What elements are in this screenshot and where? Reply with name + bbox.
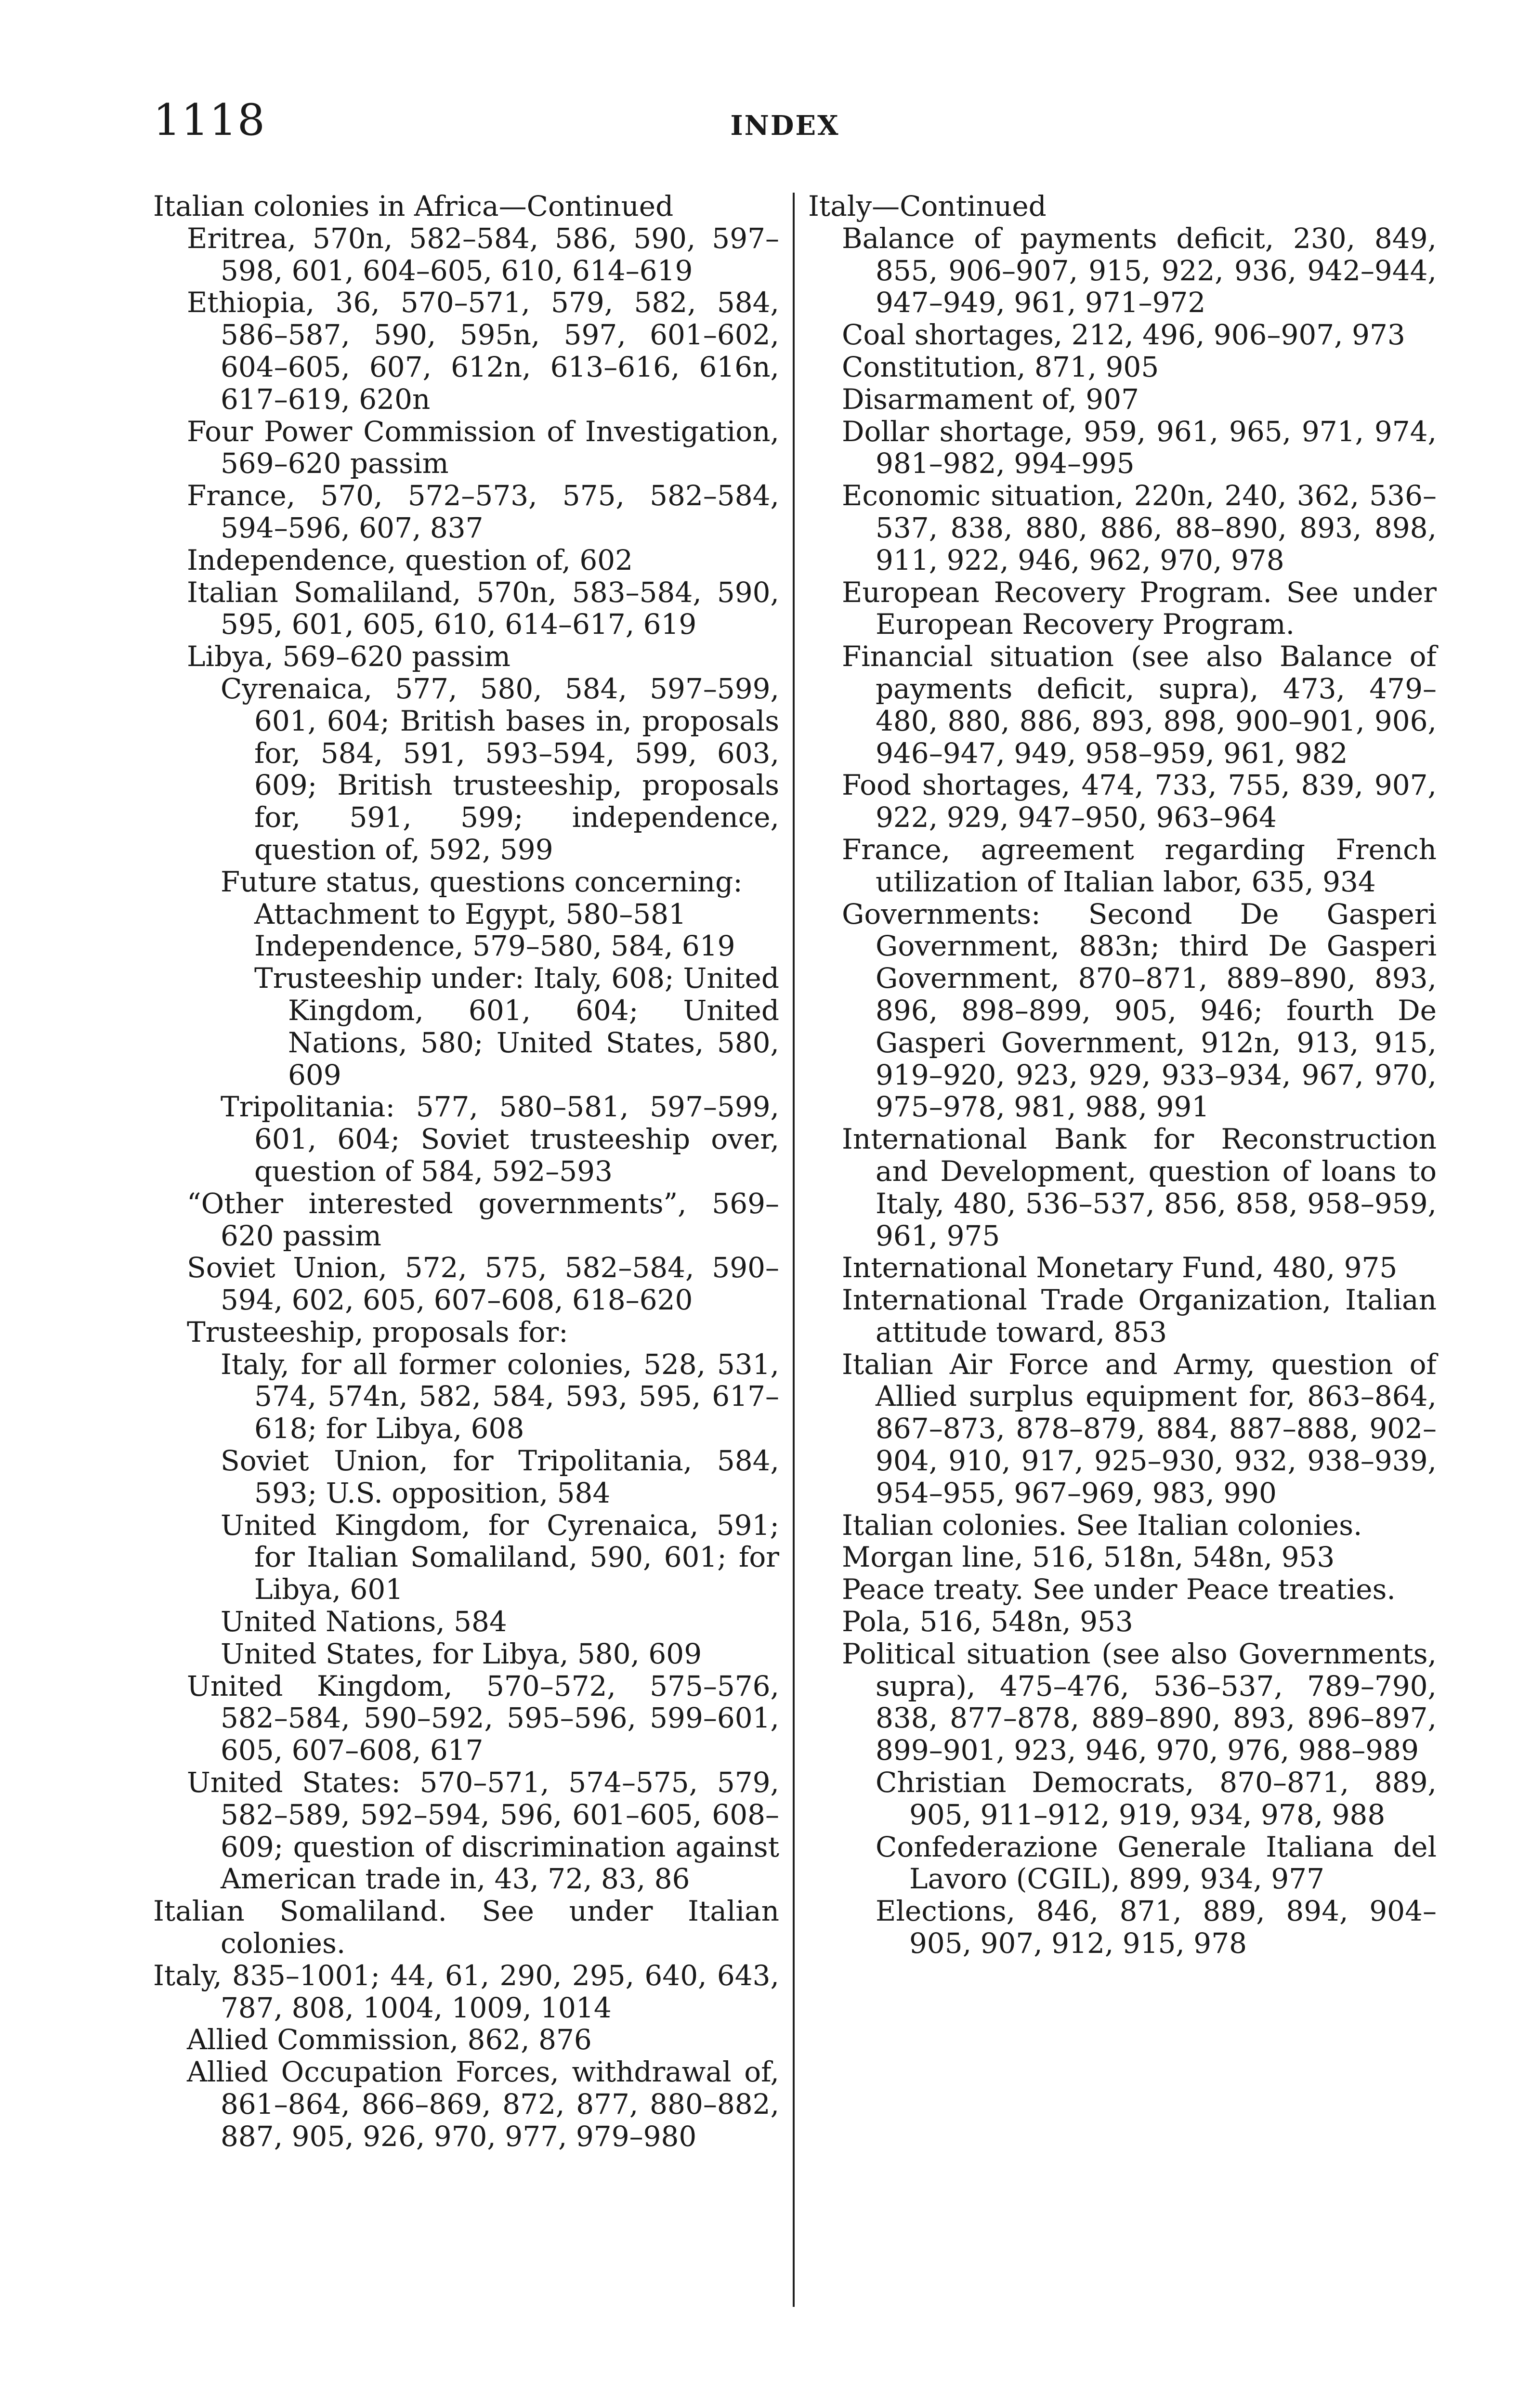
right-column bbox=[808, 190, 1437, 1960]
index-entry: Constitution, 871, 905 bbox=[842, 350, 1159, 383]
index-entry: European Recovery Program. See under European Recovery Program. bbox=[842, 576, 1437, 641]
index-entry: Eritrea, 570n, 582–584, 586, 590, 597–598, 601, 604–605, 610, 614–619 bbox=[187, 222, 779, 287]
left-column bbox=[153, 190, 779, 2153]
index-entry: Italian Somaliland, 570n, 583–584, 590, 595, 601, 605, 610, 614–617, 619 bbox=[187, 576, 779, 641]
index-entry: United Kingdom, 570–572, 575–576, 582–584, 590–592, 595–596, 599–601, 605, 607–608, 617 bbox=[187, 1669, 779, 1767]
index-entry: Independence, question of, 602 bbox=[187, 543, 633, 576]
index-entry: Four Power Commission of Investigation, 569–620 passim bbox=[187, 415, 779, 480]
index-entry: Allied Occupation Forces, withdrawal of, 861–864, 866–869, 872, 877, 880–882, 887, 905, 926, 970, 977, 979–980 bbox=[187, 2055, 779, 2153]
index-entry: Dollar shortage, 959, 961, 965, 971, 974, 981–982, 994–995 bbox=[842, 415, 1437, 480]
index-entry: Political situation (see also Governments, supra), 475–476, 536–537, 789–790, 838, 877–878, 889–890, 893, 896–897, 899–901, 923, 946, 970, 976, 988–989 bbox=[842, 1637, 1437, 1767]
index-entry: Elections, 846, 871, 889, 894, 904–905, 907, 912, 915, 978 bbox=[876, 1895, 1437, 1960]
index-entry: Financial situation (see also Balance of payments deficit, supra), 473, 479–480, 880, 886, 893, 898, 900–901, 906, 946–947, 949, 958–959, 961, 982 bbox=[842, 640, 1437, 770]
index-entry: Attachment to Egypt, 580–581 bbox=[254, 897, 686, 930]
index-entry: Future status, questions concerning: bbox=[221, 865, 743, 898]
index-entry: International Monetary Fund, 480, 975 bbox=[842, 1251, 1398, 1284]
index-entry: Trusteeship under: Italy, 608; United Kingdom, 601, 604; United Nations, 580; United States, 580, 609 bbox=[254, 962, 779, 1091]
index-entry: Italian Somaliland. See under Italian colonies. bbox=[153, 1895, 779, 1960]
index-entry: “Other interested governments”, 569–620 passim bbox=[187, 1187, 779, 1252]
index-entry: United Nations, 584 bbox=[221, 1605, 507, 1638]
index-entry: Italy, for all former colonies, 528, 531, 574, 574n, 582, 584, 593, 595, 617–618; for Libya, 608 bbox=[221, 1348, 779, 1445]
column-divider bbox=[793, 193, 795, 2307]
index-entry: Pola, 516, 548n, 953 bbox=[842, 1605, 1133, 1638]
index-entry: Soviet Union, 572, 575, 582–584, 590–594, 602, 605, 607–608, 618–620 bbox=[187, 1251, 779, 1317]
index-entry: Tripolitania: 577, 580–581, 597–599, 601, 604; Soviet trusteeship over, question of 584, 592–593 bbox=[221, 1090, 779, 1188]
index-entry: Cyrenaica, 577, 580, 584, 597–599, 601, 604; British bases in, proposals for, 584, 591, 593–594, 599, 603, 609; British trusteeship, proposals for, 591, 599; independence, question of, 592, 599 bbox=[221, 672, 779, 866]
index-entry: Christian Democrats, 870–871, 889, 905, 911–912, 919, 934, 978, 988 bbox=[876, 1766, 1437, 1831]
index-entry: United States: 570–571, 574–575, 579, 582–589, 592–594, 596, 601–605, 608–609; question of discrimination against American trade in, 43, 72, 83, 86 bbox=[187, 1766, 779, 1896]
index-entry: Food shortages, 474, 733, 755, 839, 907, 922, 929, 947–950, 963–964 bbox=[842, 769, 1437, 834]
index-entry: Italian colonies. See Italian colonies. bbox=[842, 1508, 1362, 1542]
index-entry: Confederazione Generale Italiana del Lavoro (CGIL), 899, 934, 977 bbox=[876, 1830, 1437, 1896]
index-entry: Disarmament of, 907 bbox=[842, 382, 1139, 416]
page-number: 1118 bbox=[153, 95, 266, 145]
index-entry: International Trade Organization, Italian attitude toward, 853 bbox=[842, 1283, 1437, 1348]
running-head: INDEX bbox=[730, 110, 840, 142]
index-entry: France, 570, 572–573, 575, 582–584, 594–596, 607, 837 bbox=[187, 479, 779, 544]
index-entry: Independence, 579–580, 584, 619 bbox=[254, 929, 735, 963]
index-entry: Italy—Continued bbox=[808, 190, 1047, 222]
index-entry: Economic situation, 220n, 240, 362, 536–537, 838, 880, 886, 88–890, 893, 898, 911, 922, 946, 962, 970, 978 bbox=[842, 479, 1437, 576]
index-entry: Peace treaty. See under Peace treaties. bbox=[842, 1573, 1396, 1606]
index-entry: Libya, 569–620 passim bbox=[187, 640, 511, 673]
index-entry: United States, for Libya, 580, 609 bbox=[221, 1637, 702, 1670]
index-entry: Ethiopia, 36, 570–571, 579, 582, 584, 586–587, 590, 595n, 597, 601–602, 604–605, 607, 612n, 613–616, 616n, 617–619, 620n bbox=[187, 286, 779, 416]
index-entry: United Kingdom, for Cyrenaica, 591; for Italian Somaliland, 590, 601; for Libya, 601 bbox=[221, 1508, 779, 1606]
index-entry: Italian colonies in Africa—Continued bbox=[153, 190, 674, 222]
index-entry: Italy, 835–1001; 44, 61, 290, 295, 640, 643, 787, 808, 1004, 1009, 1014 bbox=[153, 1959, 779, 2024]
index-entry: Balance of payments deficit, 230, 849, 855, 906–907, 915, 922, 936, 942–944, 947–949, 961, 971–972 bbox=[842, 222, 1437, 319]
index-entry: Allied Commission, 862, 876 bbox=[187, 2023, 592, 2056]
index-entry: Soviet Union, for Tripolitania, 584, 593; U.S. opposition, 584 bbox=[221, 1444, 779, 1509]
index-entry: Governments: Second De Gasperi Government, 883n; third De Gasperi Government, 870–871, 889–890, 893, 896, 898–899, 905, 946; fourth De Gasperi Government, 912n, 913, 915, 919–920, 923, 929, 933–934, 967, 970, 975–978, 981, 988, 991 bbox=[842, 897, 1437, 1124]
index-entry: Italian Air Force and Army, question of Allied surplus equipment for, 863–864, 867–873, 878–879, 884, 887–888, 902–904, 910, 917, 925–930, 932, 938–939, 954–955, 967–969, 983, 990 bbox=[842, 1348, 1437, 1509]
index-entry: Coal shortages, 212, 496, 906–907, 973 bbox=[842, 318, 1405, 352]
index-entry: Morgan line, 516, 518n, 548n, 953 bbox=[842, 1541, 1335, 1574]
index-entry: France, agreement regarding French utilization of Italian labor, 635, 934 bbox=[842, 833, 1437, 898]
index-entry: Trusteeship, proposals for: bbox=[187, 1315, 568, 1348]
index-entry: International Bank for Reconstruction and Development, question of loans to Italy, 480, 536–537, 856, 858, 958–959, 961, 975 bbox=[842, 1123, 1437, 1252]
